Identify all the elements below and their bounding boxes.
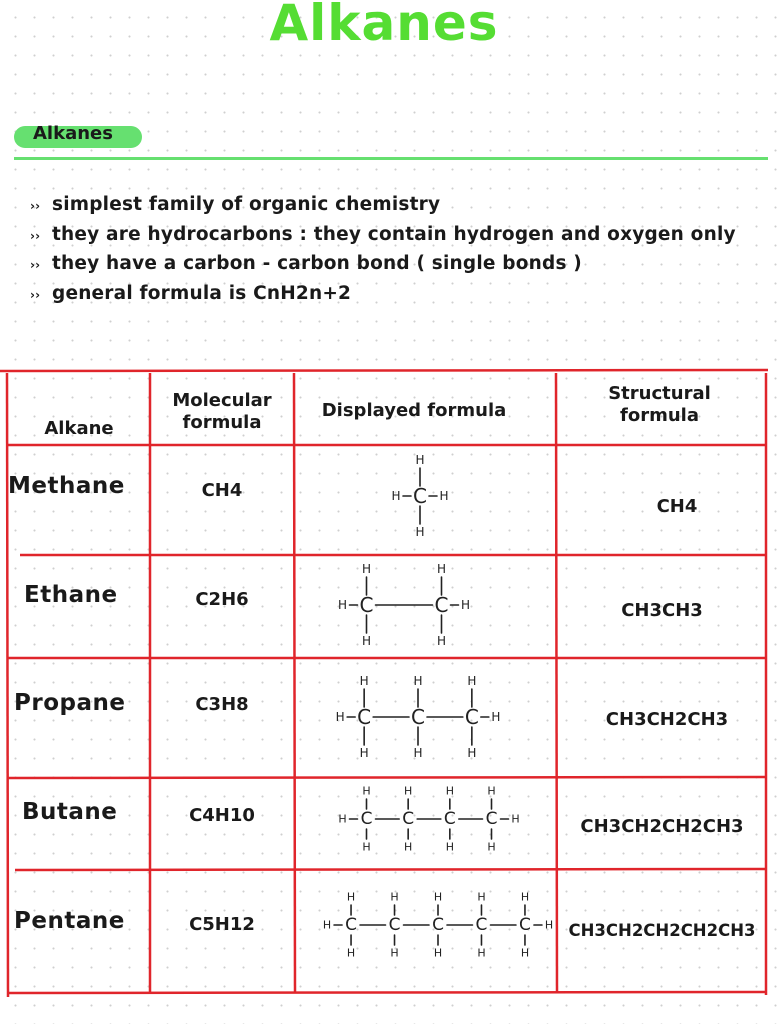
bullet-text: general formula is CnH2n+2 bbox=[52, 282, 352, 304]
displayed-formula-ethane bbox=[318, 560, 478, 650]
carbon-atom: C bbox=[411, 705, 425, 729]
hydrogen-atom: H bbox=[487, 784, 496, 798]
hydrogen-atom: H bbox=[477, 890, 486, 904]
page-title: Alkanes bbox=[269, 0, 499, 52]
row-structural-butane: CH3CH2CH2CH3 bbox=[580, 816, 744, 837]
displayed-formula-butane bbox=[328, 780, 518, 858]
bullet-marker: ›› bbox=[30, 287, 41, 302]
hydrogen-atom: H bbox=[445, 840, 454, 854]
carbon-atom: C bbox=[432, 915, 444, 935]
row-molecular-propane: C3H8 bbox=[195, 694, 249, 715]
bullet-text: they have a carbon - carbon bond ( single bonds ) bbox=[52, 253, 582, 274]
row-name-ethane: Ethane bbox=[24, 582, 118, 608]
displayed-formula-pentane bbox=[312, 880, 552, 970]
carbon-atom: C bbox=[357, 705, 372, 729]
row-name-pentane: Pentane bbox=[14, 908, 125, 934]
carbon-atom: C bbox=[519, 915, 531, 935]
row-name-methane: Methane bbox=[8, 473, 125, 499]
hydrogen-atom: H bbox=[415, 525, 425, 539]
carbon-atom: C bbox=[475, 915, 488, 935]
carbon-atom: C bbox=[359, 593, 374, 617]
header-displayed: Displayed formula bbox=[321, 400, 507, 421]
carbon-atom: C bbox=[345, 915, 357, 935]
hydrogen-atom: H bbox=[520, 890, 530, 904]
hydrogen-atom: H bbox=[511, 812, 520, 826]
hydrogen-atom: H bbox=[487, 840, 496, 854]
row-name-butane: Butane bbox=[22, 799, 118, 825]
hydrogen-atom: H bbox=[338, 812, 347, 826]
row-structural-methane: CH4 bbox=[656, 496, 698, 517]
row-molecular-ethane: C2H6 bbox=[195, 589, 249, 610]
hydrogen-atom: H bbox=[404, 840, 413, 854]
row-name-propane: Propane bbox=[14, 690, 126, 716]
hydrogen-atom: H bbox=[467, 674, 477, 688]
bullet-text: they are hydrocarbons : they contain hydrogen and oxygen only bbox=[52, 223, 736, 245]
row-molecular-butane: C4H10 bbox=[189, 805, 255, 826]
hydrogen-atom: H bbox=[337, 598, 348, 612]
hydrogen-atom: H bbox=[460, 598, 471, 612]
hydrogen-atom: H bbox=[433, 890, 443, 904]
row-molecular-pentane: C5H12 bbox=[189, 914, 255, 935]
hydrogen-atom: H bbox=[359, 674, 369, 688]
hydrogen-atom: H bbox=[436, 562, 447, 576]
carbon-atom: C bbox=[443, 809, 456, 829]
header-molecular-line2: formula bbox=[182, 412, 262, 433]
hydrogen-atom: H bbox=[520, 946, 530, 960]
displayed-formula-methane bbox=[360, 450, 480, 542]
bullet-marker: ›› bbox=[30, 258, 41, 272]
displayed-formula-propane bbox=[322, 672, 502, 762]
hydrogen-atom: H bbox=[477, 946, 486, 960]
hydrogen-atom: H bbox=[467, 746, 477, 760]
section-heading: Alkanes bbox=[33, 123, 113, 144]
hydrogen-atom: H bbox=[436, 634, 447, 648]
carbon-atom: C bbox=[413, 484, 427, 508]
hydrogen-atom: H bbox=[346, 890, 356, 904]
carbon-atom: C bbox=[464, 705, 479, 729]
header-molecular-line1: Molecular bbox=[172, 390, 272, 411]
hydrogen-atom: H bbox=[362, 784, 371, 798]
row-structural-propane: CH3CH2CH3 bbox=[605, 709, 729, 730]
carbon-atom: C bbox=[388, 915, 401, 935]
bullet-text: simplest family of organic chemistry bbox=[52, 194, 441, 215]
carbon-atom: C bbox=[485, 809, 498, 829]
carbon-atom: C bbox=[402, 809, 415, 829]
hydrogen-atom: H bbox=[346, 946, 356, 960]
hydrogen-atom: H bbox=[491, 710, 501, 724]
hydrogen-atom: H bbox=[361, 562, 372, 576]
hydrogen-atom: H bbox=[359, 746, 369, 760]
bullet-marker: ›› bbox=[30, 228, 41, 243]
hydrogen-atom: H bbox=[362, 840, 371, 854]
row-molecular-methane: CH4 bbox=[201, 480, 243, 501]
bullet-marker: ›› bbox=[30, 199, 41, 213]
hydrogen-atom: H bbox=[390, 890, 399, 904]
hydrogen-atom: H bbox=[404, 784, 413, 798]
row-structural-ethane: CH3CH3 bbox=[621, 600, 703, 621]
carbon-atom: C bbox=[434, 593, 449, 617]
header-structural-line2: formula bbox=[620, 405, 699, 426]
hydrogen-atom: H bbox=[544, 918, 554, 932]
header-alkane: Alkane bbox=[44, 418, 114, 439]
hydrogen-atom: H bbox=[413, 674, 423, 688]
hydrogen-atom: H bbox=[335, 710, 345, 724]
hydrogen-atom: H bbox=[390, 946, 399, 960]
hydrogen-atom: H bbox=[439, 489, 449, 503]
hydrogen-atom: H bbox=[433, 946, 443, 960]
hydrogen-atom: H bbox=[322, 918, 332, 932]
header-structural-line1: Structural bbox=[608, 383, 711, 404]
hydrogen-atom: H bbox=[391, 489, 401, 503]
hydrogen-atom: H bbox=[415, 453, 425, 467]
hydrogen-atom: H bbox=[445, 784, 454, 798]
row-structural-pentane: CH3CH2CH2CH2CH3 bbox=[568, 921, 756, 940]
hydrogen-atom: H bbox=[413, 746, 423, 760]
carbon-atom: C bbox=[360, 809, 373, 829]
hydrogen-atom: H bbox=[361, 634, 372, 648]
